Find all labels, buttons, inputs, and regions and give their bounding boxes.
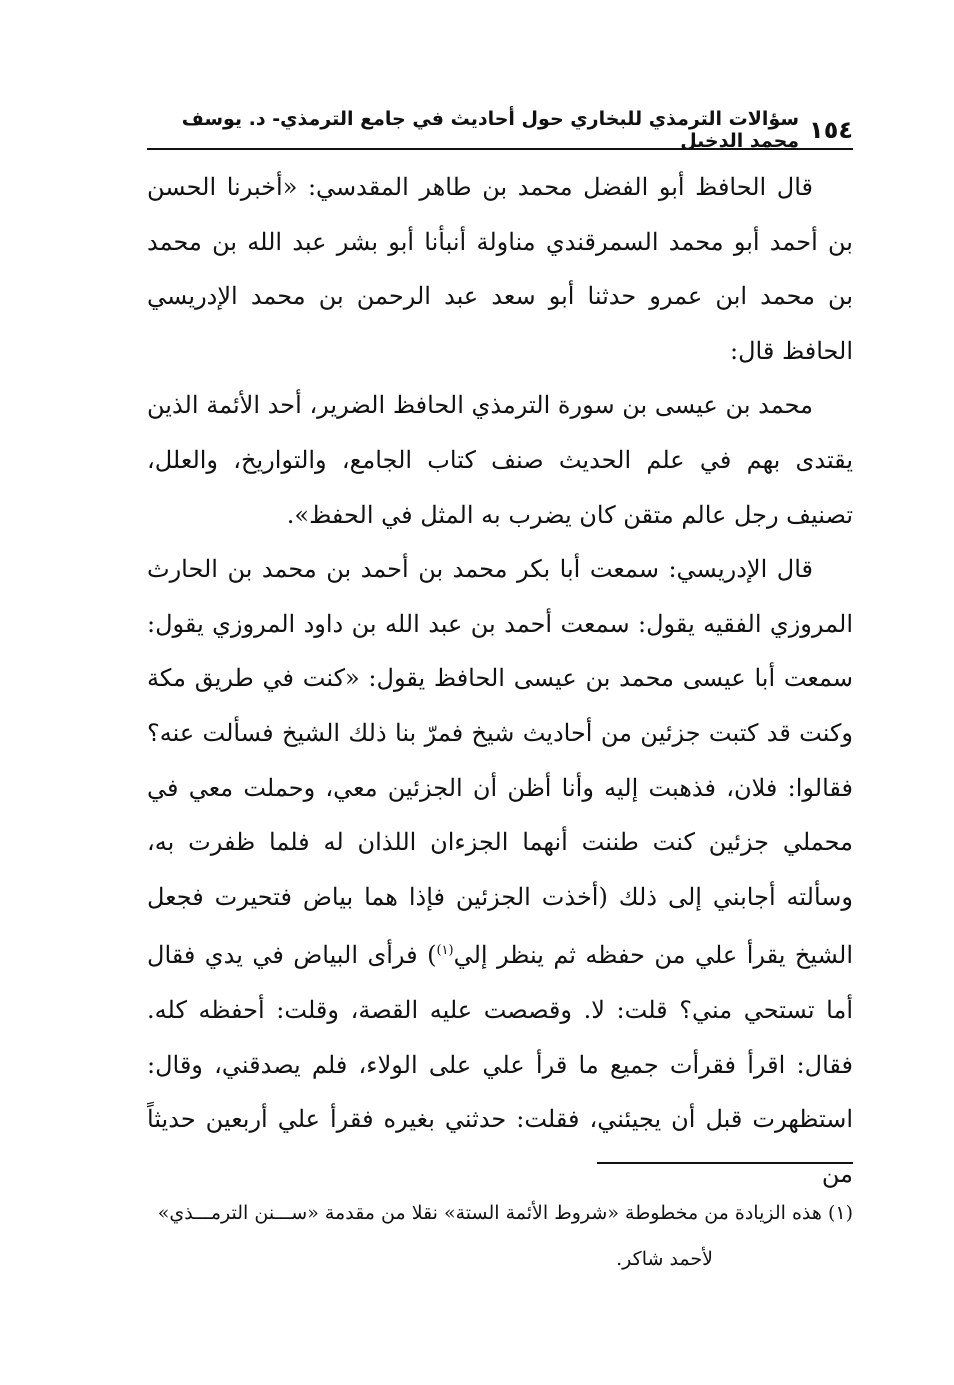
footnote xyxy=(147,1190,853,1282)
main-text xyxy=(147,160,853,1201)
paragraph-3-text: قال الإدريسي: سمعت أبا بكر محمد بن أحمد بن محمد بن الحارث المروزي الفقيه يقول: سمعت أحمد بن عبد الله بن داود المروزي يقول: سمعت أبا عيسى محمد بن عيسى الحافظ يقول: «كنت في طريق مكة وكنت قد كتبت جزئين من أحاديث شيخ فمرّ بنا ذلك الشيخ فسألت عنه؟ فقالوا: فلان، فذهبت إليه وأنا أظن أن الجزئين معي، وحملت معي في محملي جزئين كنت طننت أنهما الجزءان اللذان له فلما ظفرت به، وسألته أجابني إلى ذلك (أخذت الجزئين فإذا هما بياض فتحيرت فجعل الشيخ يقرأ علي من حفظه ثم ينظر إلي xyxy=(147,555,854,970)
paragraph-3 xyxy=(147,542,853,1201)
running-header xyxy=(147,108,853,152)
running-title: سؤالات الترمذي للبخاري حول أحاديث في جامع الترمذي- د. يوسف محمد الدخيل xyxy=(181,108,800,152)
footnote-line-2: لأحمد شاكر. xyxy=(616,1248,713,1270)
footnote-separator xyxy=(597,1162,853,1164)
paragraph-3-tail: ) فرأى البياض في يدي فقال أما تستحي مني؟ قلت: لا. وقصصت عليه القصة، وقلت: أحفظه كله. فقال: اقرأ فقرأت جميع ما قرأ علي على الولاء، فلم يصدقني، وقال: استظهرت قبل أن يجيئني، فقلت: حدثني بغيره فقرأ علي أربعين حديثاً من xyxy=(147,941,853,1188)
paragraph-1: قال الحافظ أبو الفضل محمد بن طاهر المقدسي: «أخبرنا الحسن بن أحمد أبو محمد السمرقندي مناولة أنبأنا أبو بشر عبد الله بن محمد بن محمد ابن عمرو حدثنا أبو سعد عبد الرحمن بن محمد الإدريسي الحافظ قال: xyxy=(147,173,853,365)
paragraph-2: محمد بن عيسى بن سورة الترمذي الحافظ الضرير، أحد الأئمة الذين يقتدى بهم في علم الحديث صنف كتاب الجامع، والتواريخ، والعلل، تصنيف رجل عالم متقن كان يضرب به المثل في الحفظ». xyxy=(147,391,854,529)
footnote-reference: (١) xyxy=(436,943,454,959)
footnote-line-1: (١) هذه الزيادة من مخطوطة «شروط الأئمة الستة» نقلا من مقدمة «ســـنن الترمـــذي» xyxy=(157,1202,853,1224)
page-number: ١٥٤ xyxy=(809,116,853,144)
